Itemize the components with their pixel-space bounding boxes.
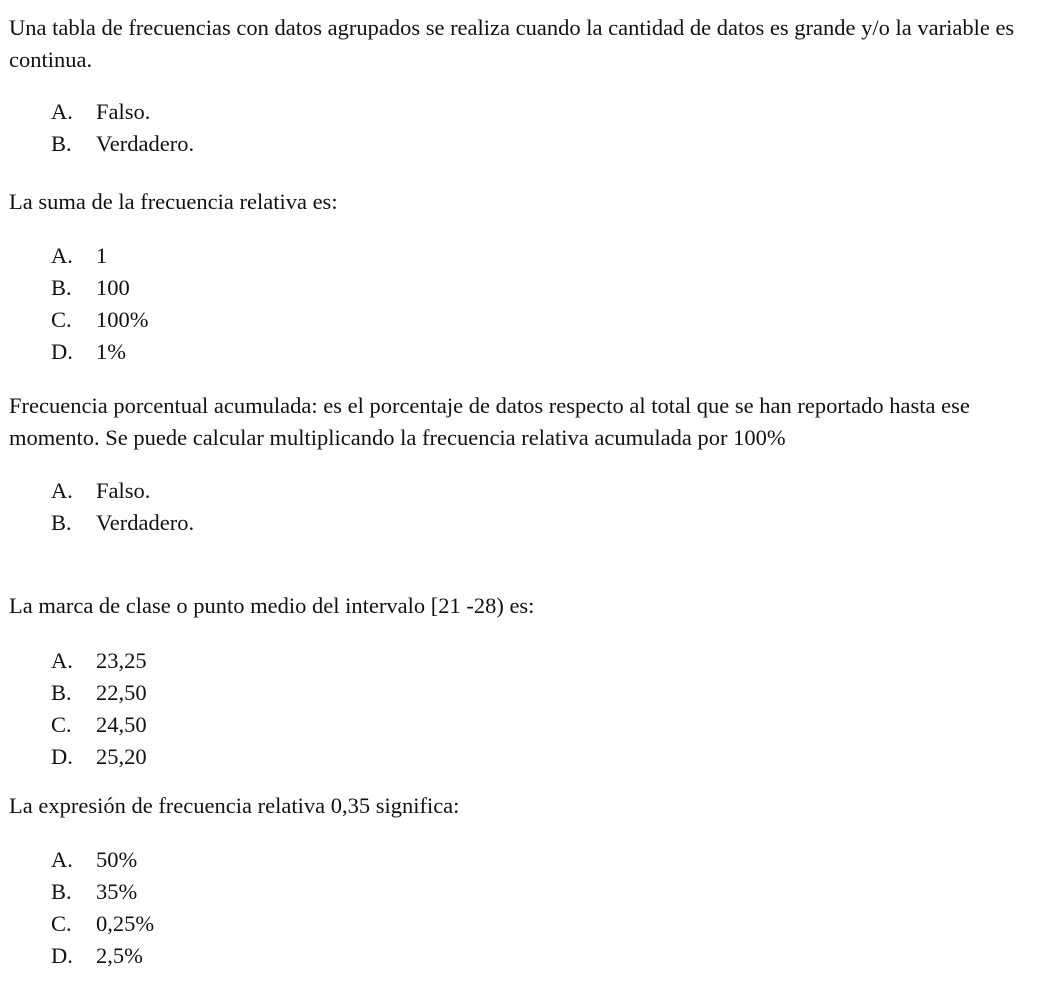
- option-letter: D.: [51, 943, 73, 968]
- question-1-options: [9, 96, 1031, 160]
- question-4-option-b[interactable]: [9, 677, 1031, 709]
- option-letter: C.: [51, 307, 72, 332]
- option-letter: B.: [51, 510, 72, 535]
- option-letter: B.: [51, 680, 72, 705]
- question-2-option-a[interactable]: [9, 240, 1031, 272]
- option-letter: B.: [51, 131, 72, 156]
- question-2-text: La suma de la frecuencia relativa es:: [9, 189, 338, 214]
- question-1: [9, 12, 1031, 160]
- option-text: 0,25%: [96, 911, 155, 936]
- option-text: Falso.: [96, 478, 151, 503]
- question-4-option-d[interactable]: [9, 741, 1031, 773]
- option-text: 1%: [96, 339, 126, 364]
- question-4-options: [9, 645, 1031, 773]
- question-2-options: [9, 240, 1031, 368]
- question-2-option-b[interactable]: [9, 272, 1031, 304]
- option-text: 50%: [96, 847, 138, 872]
- question-2-option-c[interactable]: [9, 304, 1031, 336]
- option-text: Verdadero.: [96, 131, 195, 156]
- question-3: [9, 390, 1031, 539]
- option-letter: A.: [51, 847, 73, 872]
- question-1-option-b[interactable]: [9, 128, 1031, 160]
- option-letter: D.: [51, 339, 73, 364]
- question-3-options: [9, 475, 1031, 539]
- option-letter: A.: [51, 648, 73, 673]
- question-2-option-d[interactable]: [9, 336, 1031, 368]
- option-letter: B.: [51, 275, 72, 300]
- option-text: 2,5%: [96, 943, 143, 968]
- question-5-options: [9, 844, 1031, 972]
- option-letter: D.: [51, 744, 73, 769]
- option-text: 23,25: [96, 648, 147, 673]
- option-text: 100: [96, 275, 130, 300]
- option-text: 1: [96, 243, 108, 268]
- option-text: 25,20: [96, 744, 147, 769]
- question-3-option-a[interactable]: [9, 475, 1031, 507]
- question-5-option-a[interactable]: [9, 844, 1031, 876]
- question-5-option-b[interactable]: [9, 876, 1031, 908]
- option-text: 35%: [96, 879, 138, 904]
- question-5-option-c[interactable]: [9, 908, 1031, 940]
- question-3-option-b[interactable]: [9, 507, 1031, 539]
- option-letter: A.: [51, 478, 73, 503]
- option-text: 22,50: [96, 680, 147, 705]
- question-5-option-d[interactable]: [9, 940, 1031, 972]
- question-4: [9, 590, 1031, 773]
- question-4-option-c[interactable]: [9, 709, 1031, 741]
- question-3-text: Frecuencia porcentual acumulada: es el porcentaje de datos respecto al total que se han reportado hasta ese momento. Se puede calcular multiplicando la frecuencia relativa acumulada por 100%: [9, 393, 970, 450]
- option-text: 100%: [96, 307, 149, 332]
- question-4-option-a[interactable]: [9, 645, 1031, 677]
- option-text: 24,50: [96, 712, 147, 737]
- option-letter: C.: [51, 911, 72, 936]
- question-2: [9, 186, 1031, 368]
- option-letter: A.: [51, 99, 73, 124]
- option-text: Verdadero.: [96, 510, 195, 535]
- option-text: Falso.: [96, 99, 151, 124]
- option-letter: B.: [51, 879, 72, 904]
- question-5: [9, 790, 1031, 972]
- question-1-text: Una tabla de frecuencias con datos agrupados se realiza cuando la cantidad de datos es grande y/o la variable es continua.: [9, 15, 1015, 72]
- option-letter: A.: [51, 243, 73, 268]
- question-5-text: La expresión de frecuencia relativa 0,35 significa:: [9, 793, 460, 818]
- option-letter: C.: [51, 712, 72, 737]
- question-4-text: La marca de clase o punto medio del intervalo [21 -28) es:: [9, 593, 535, 618]
- question-1-option-a[interactable]: [9, 96, 1031, 128]
